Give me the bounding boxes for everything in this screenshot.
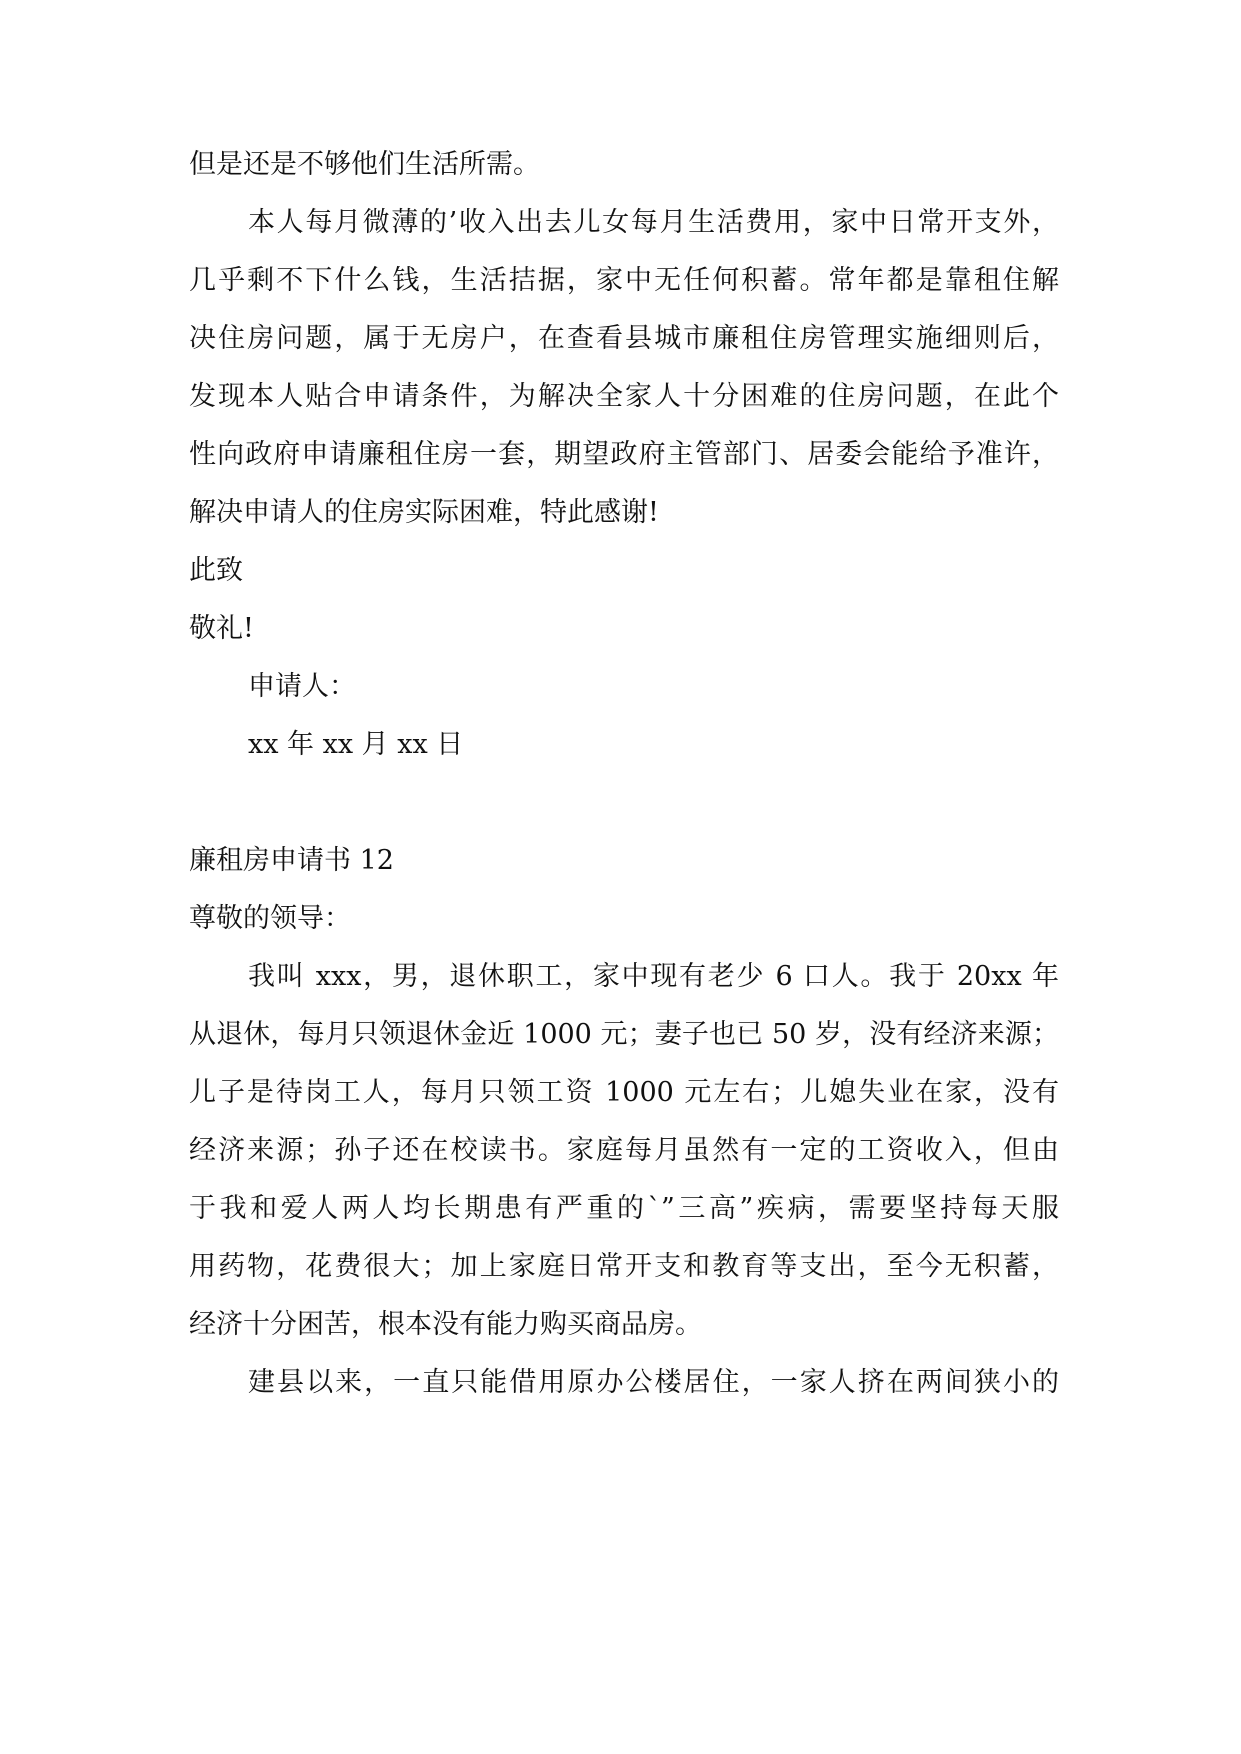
text-line-5: 发现本人贴合申请条件，为解决全家人十分困难的住房问题，在此个 bbox=[189, 381, 1059, 412]
date-line: xx 年 xx 月 xx 日 bbox=[248, 729, 464, 760]
text-line-17: 经济来源；孙子还在校读书。家庭每月虽然有一定的工资收入，但由 bbox=[189, 1135, 1059, 1166]
greeting: 尊敬的领导： bbox=[189, 903, 351, 934]
text-line-4: 决住房问题，属于无房户，在查看县城市廉租住房管理实施细则后， bbox=[189, 323, 1059, 354]
text-line-15: 从退休，每月只领退休金近 1000 元；妻子也已 50 岁，没有经济来源； bbox=[189, 1019, 1059, 1050]
text-line-3: 几乎剩不下什么钱，生活拮据，家中无任何积蓄。常年都是靠租住解 bbox=[189, 265, 1059, 296]
text-line-14: 我叫 xxx，男，退休职工，家中现有老少 6 口人。我于 20xx 年 bbox=[248, 961, 1059, 992]
text-line-19: 用药物，花费很大；加上家庭日常开支和教育等支出，至今无积蓄， bbox=[189, 1251, 1059, 1282]
text-line-1: 但是还是不够他们生活所需。 bbox=[189, 149, 540, 180]
text-line-21: 建县以来，一直只能借用原办公楼居住，一家人挤在两间狭小的 bbox=[248, 1367, 1059, 1398]
text-line-7: 解决申请人的住房实际困难，特此感谢! bbox=[189, 497, 659, 528]
closing-regards: 敬礼! bbox=[189, 613, 254, 644]
closing-salutation: 此致 bbox=[189, 555, 243, 586]
text-line-6: 性向政府申请廉租住房一套，期望政府主管部门、居委会能给予准许， bbox=[189, 439, 1059, 470]
text-line-2: 本人每月微薄的’收入出去儿女每月生活费用，家中日常开支外， bbox=[248, 207, 1059, 238]
applicant-label: 申请人： bbox=[248, 671, 356, 702]
text-line-20: 经济十分困苦，根本没有能力购买商品房。 bbox=[189, 1309, 702, 1340]
section-title: 廉租房申请书 12 bbox=[189, 845, 394, 876]
text-line-16: 儿子是待岗工人，每月只领工资 1000 元左右；儿媳失业在家，没有 bbox=[189, 1077, 1059, 1108]
text-line-18: 于我和爱人两人均长期患有严重的`”三高”疾病，需要坚持每天服 bbox=[189, 1193, 1059, 1224]
